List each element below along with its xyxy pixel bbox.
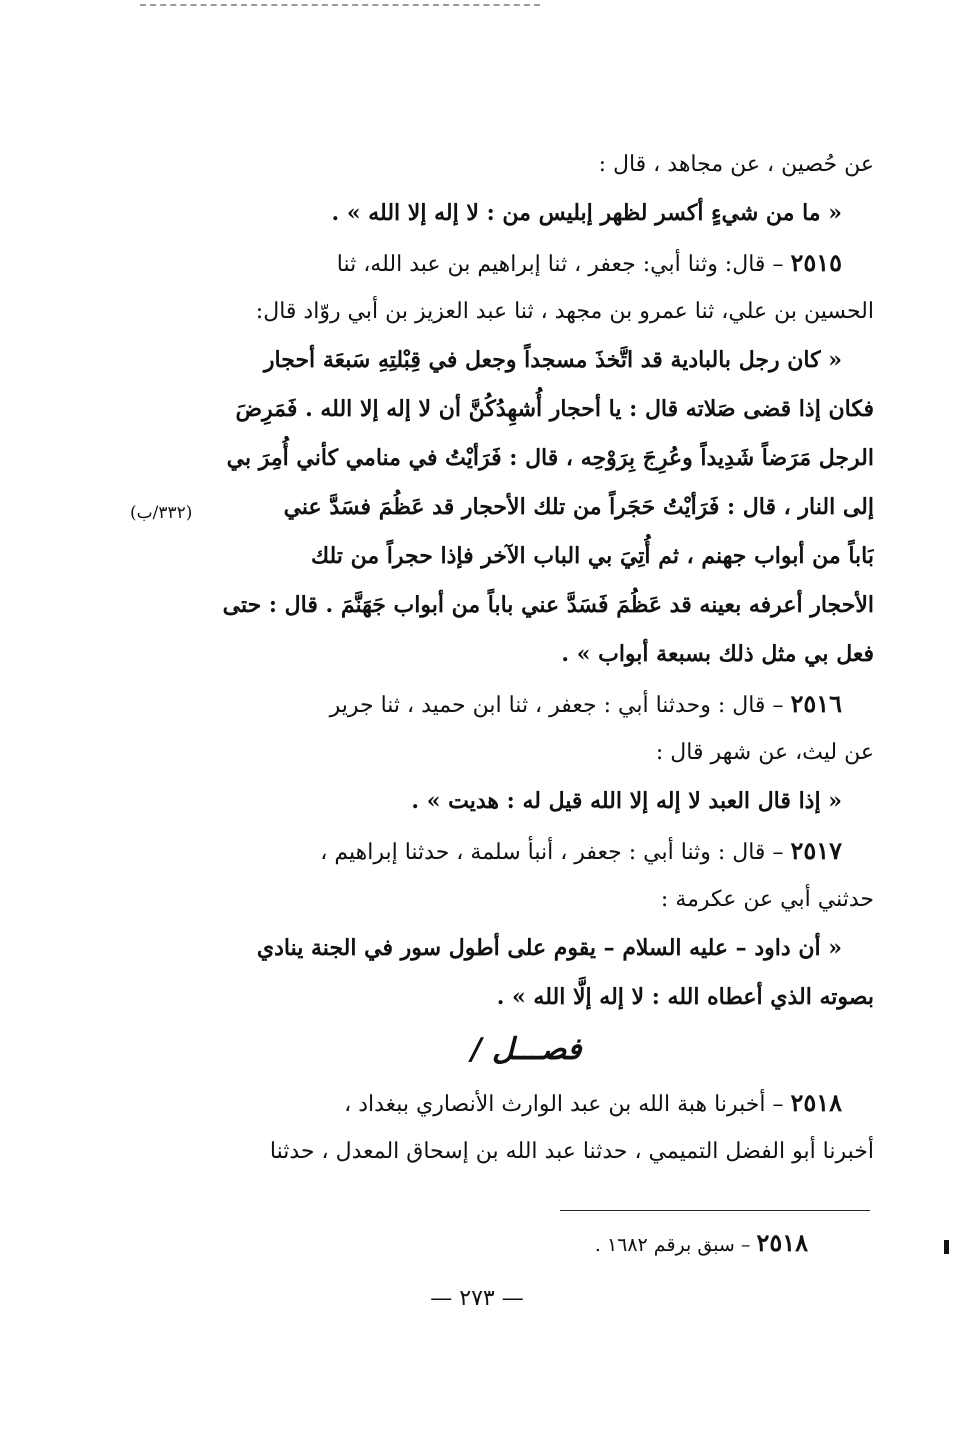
dash: – — [772, 840, 784, 865]
footnote-number: ٢٥١٨ — [756, 1228, 808, 1257]
hadith-number-2517: ٢٥١٧ — [790, 836, 842, 865]
hadith-2517-line-2 — [178, 875, 874, 924]
line-text: إلى النار ، قال : فَرَأيْتُ حَجَراً من تلك الأحجار قد عَظُمَ فسَدَّ عني — [283, 494, 874, 520]
quote-line-2 — [178, 189, 874, 238]
footnote-text: – سبق برقم ١٦٨٢ . — [594, 1234, 751, 1256]
manuscript-folio-reference: (٣٣٢/ب) — [130, 503, 193, 523]
dash: – — [772, 1092, 784, 1117]
line-text: حدثني أبي عن عكرمة : — [660, 887, 874, 912]
line-text: أخبرنا هبة الله بن عبد الوارث الأنصاري ببغداد ، — [344, 1092, 766, 1117]
hadith-2515-quote-line-1 — [178, 336, 874, 385]
top-dashed-rule — [140, 4, 540, 8]
hadith-2516-line-2 — [178, 728, 874, 777]
dash: – — [772, 252, 784, 277]
hadith-2515-line-1 — [178, 238, 874, 287]
line-text: « أن داود – عليه السلام – يقوم على أطول سور في الجنة ينادي — [256, 935, 842, 961]
hadith-2517-quote-line-1 — [178, 924, 874, 973]
line-text: عن ليث، عن شهر قال : — [655, 740, 874, 765]
line-text: « إذا قال العبد لا إله إلا الله قيل له : هديت » . — [411, 788, 842, 814]
hadith-number-2515: ٢٥١٥ — [790, 248, 842, 277]
hadith-number-2518: ٢٥١٨ — [790, 1088, 842, 1117]
edge-mark — [944, 1240, 949, 1254]
line-text: « كان رجل بالبادية قد اتَّخذَ مسجداً وجعل في قِبْلتِهِ سَبعَة أحجار — [263, 347, 842, 373]
page-body — [178, 140, 874, 1176]
hadith-2515-line-2 — [178, 287, 874, 336]
line-text: الرجل مَرَضاً شَدِيداً وعُرِجَ بِرَوْحِه ، قال : فَرَأيْتُ في منامي كأني أُمِرَ بي — [226, 445, 874, 471]
line-text: بصوته الذي أعطاه الله : لا إله إلَّا الله » . — [496, 984, 874, 1010]
page-number: — ٢٧٣ — — [430, 1286, 524, 1311]
line-text: عن حُصين ، عن مجاهد ، قال : — [598, 152, 874, 177]
line-text: الحسين بن علي، ثنا عمرو بن مجهد ، ثنا عبد العزيز بن أبي روّاد قال: — [255, 299, 874, 324]
dash: – — [772, 693, 784, 718]
hadith-2516-quote — [178, 777, 874, 826]
line-text: فكان إذا قضى صَلاته قال : يا أحجار أُشهِدُكُنَّ أن لا إله إلا الله . فَمَرِضَ — [235, 396, 874, 422]
hadith-2515-quote-line-6 — [178, 581, 874, 630]
text-line-1 — [178, 140, 874, 189]
hadith-2516-line-1 — [178, 679, 874, 728]
section-heading-fasl — [178, 1022, 874, 1078]
line-text: فعل بي مثل ذلك بسبعة أبواب » . — [561, 641, 874, 667]
line-text: أخبرنا أبو الفضل التميمي ، حدثنا عبد الله بن إسحاق المعدل ، حدثنا — [269, 1139, 874, 1164]
line-text: قال : وحدثنا أبي : جعفر ، ثنا ابن حميد ، ثنا جرير — [329, 693, 766, 718]
hadith-2515-quote-line-2 — [178, 385, 874, 434]
hadith-number-2516: ٢٥١٦ — [790, 689, 842, 718]
line-text: قال : وثنا أبي : جعفر ، أنبأ سلمة ، حدثنا إبراهيم ، — [320, 840, 766, 865]
hadith-2515-quote-line-4 — [178, 483, 874, 532]
footnote — [595, 1228, 808, 1257]
line-text: بَاباً من أبواب جهنم ، ثم أُتِيَ بي الباب الآخر فإذا حجراً من تلك — [310, 543, 874, 569]
footnote-separator — [560, 1210, 870, 1211]
hadith-2515-quote-line-5 — [178, 532, 874, 581]
hadith-2517-line-1 — [178, 826, 874, 875]
hadith-2515-quote-line-3 — [178, 434, 874, 483]
line-text: قال: وثنا أبي: جعفر ، ثنا إبراهيم بن عبد الله، ثنا — [336, 252, 766, 277]
hadith-2517-quote-line-2 — [178, 973, 874, 1022]
hadith-2515-quote-line-7 — [178, 630, 874, 679]
line-text: الأحجار أعرفه بعينه قد عَظُمَ فَسَدَّ عني باباً من أبواب جَهَنَّمَ . قال : حتى — [222, 592, 874, 618]
hadith-2518-line-2 — [178, 1127, 874, 1176]
hadith-2518-line-1 — [178, 1078, 874, 1127]
section-heading-text: فصـــل / — [470, 1032, 582, 1067]
line-text: « ما من شيءٍ أكسر لظهر إبليس من : لا إله إلا الله » . — [331, 200, 842, 226]
